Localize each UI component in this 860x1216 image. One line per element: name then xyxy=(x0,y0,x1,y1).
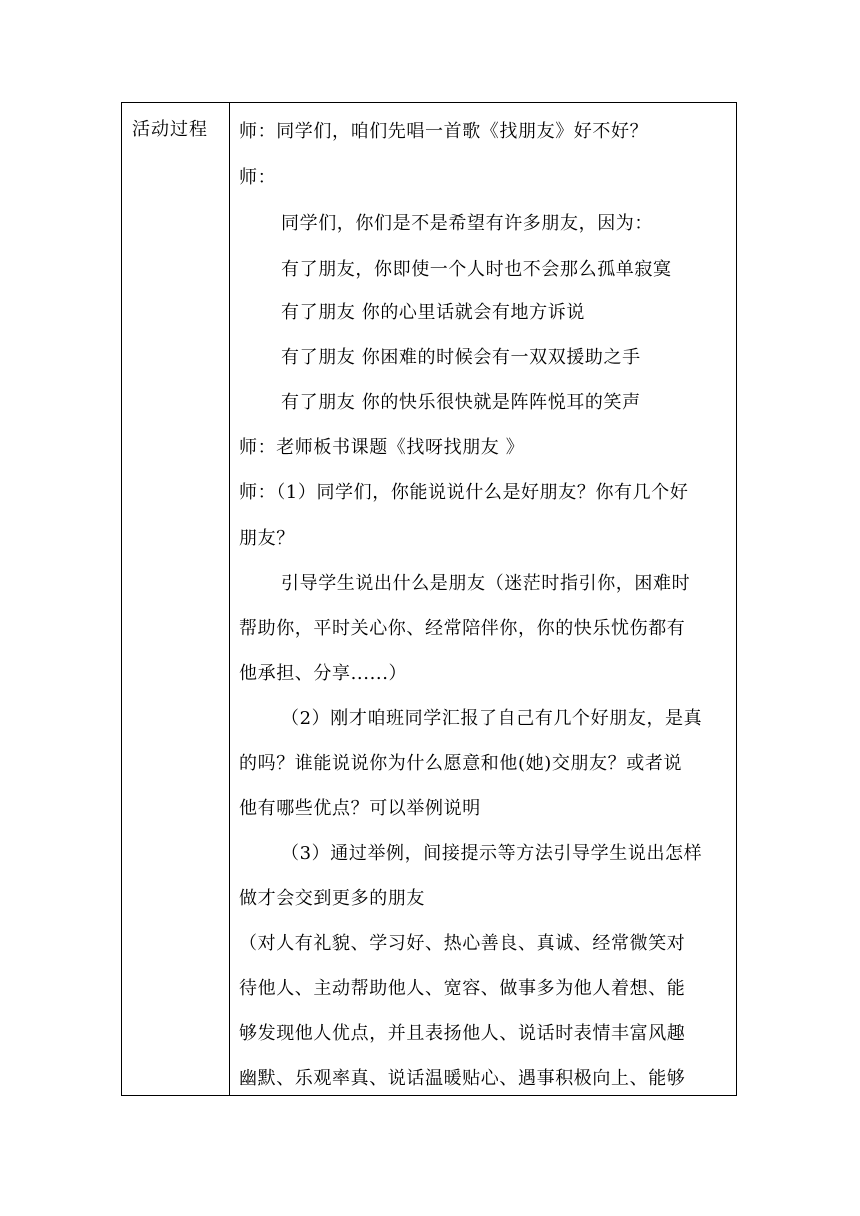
content-line: 他承担、分享......） xyxy=(239,663,408,684)
column-divider xyxy=(229,103,230,1095)
content-line: （2）刚才咱班同学汇报了自己有几个好朋友，是真 xyxy=(281,708,703,729)
content-line: 待他人、主动帮助他人、宽容、做事多为他人着想、能 xyxy=(239,978,686,999)
content-line: （对人有礼貌、学习好、热心善良、真诚、经常微笑对 xyxy=(239,933,686,954)
content-line: 有了朋友 你的心里话就会有地方诉说 xyxy=(281,302,585,323)
content-line: 做才会交到更多的朋友 xyxy=(239,888,425,909)
content-line: 师： xyxy=(239,167,277,188)
content-line: 帮助你，平时关心你、经常陪伴你，你的快乐忧伤都有 xyxy=(239,618,686,639)
content-line: 够发现他人优点，并且表扬他人、说话时表情丰富风趣 xyxy=(239,1023,686,1044)
content-line: 师：同学们，咱们先唱一首歌《找朋友》好不好？ xyxy=(239,121,649,142)
content-line: （3）通过举例，间接提示等方法引导学生说出怎样 xyxy=(281,843,703,864)
content-line: 有了朋友 你的快乐很快就是阵阵悦耳的笑声 xyxy=(281,392,641,413)
row-label: 活动过程 xyxy=(132,119,208,140)
content-line: 引导学生说出什么是朋友（迷茫时指引你，困难时 xyxy=(281,573,691,594)
content-line: 幽默、乐观率真、说话温暖贴心、遇事积极向上、能够 xyxy=(239,1068,686,1089)
content-line: 的吗？谁能说说你为什么愿意和他(她)交朋友？或者说 xyxy=(239,753,683,774)
content-line: 他有哪些优点？可以举例说明 xyxy=(239,798,481,819)
content-line: 有了朋友，你即使一个人时也不会那么孤单寂寞 xyxy=(281,259,672,280)
content-line: 师：老师板书课题《找呀找朋友 》 xyxy=(239,437,525,458)
content-line: 师：（1）同学们，你能说说什么是好朋友？你有几个好 xyxy=(239,482,689,503)
content-line: 同学们，你们是不是希望有许多朋友，因为： xyxy=(281,213,653,234)
lesson-table xyxy=(121,102,737,1096)
content-line: 朋友？ xyxy=(239,528,295,549)
content-line: 有了朋友 你困难的时候会有一双双援助之手 xyxy=(281,347,641,368)
